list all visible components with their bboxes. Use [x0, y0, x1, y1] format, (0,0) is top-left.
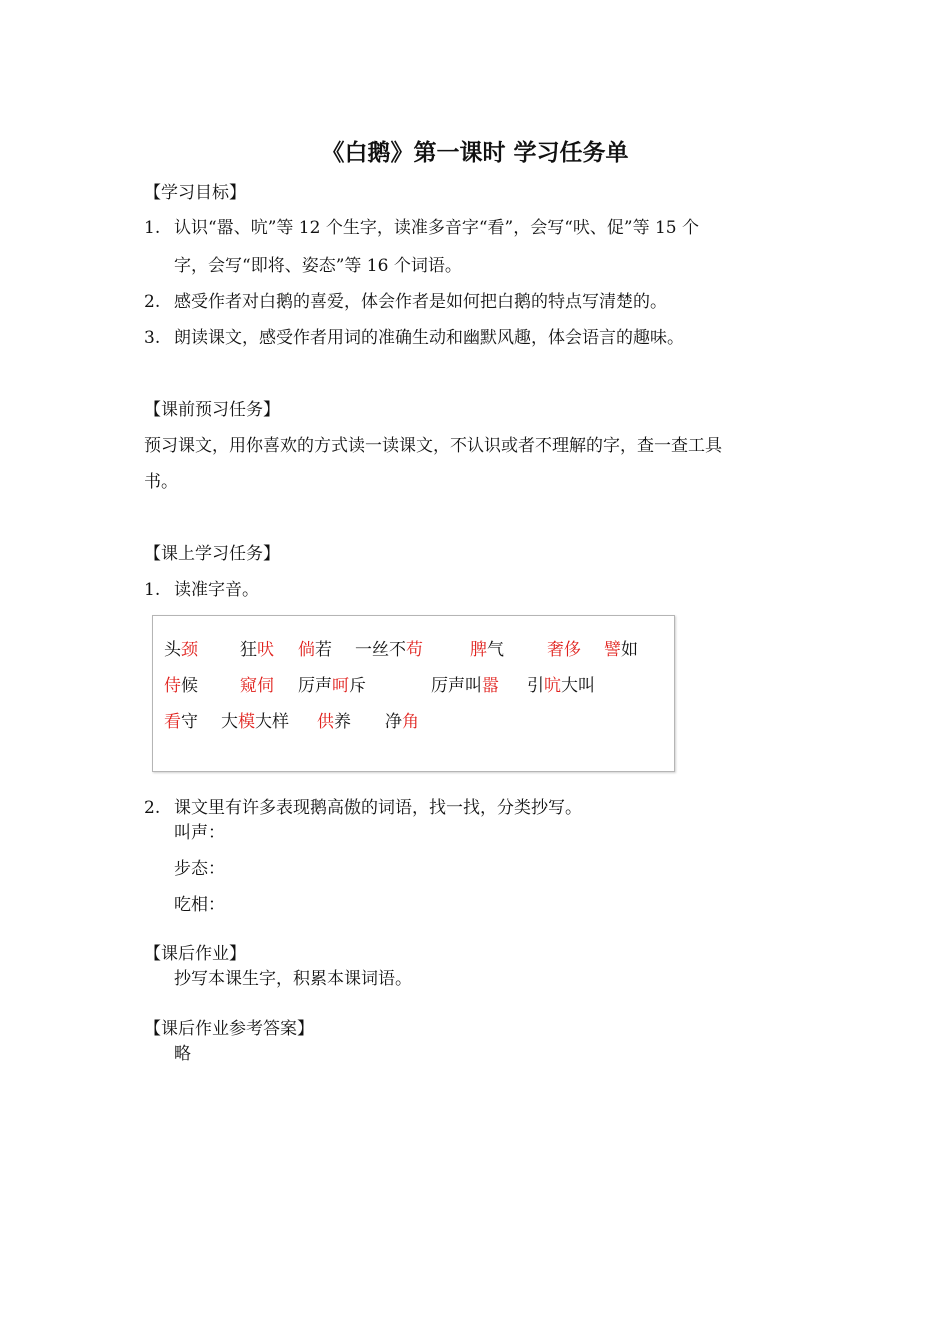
page-title: 《白鹅》第一课时 学习任务单	[321, 140, 629, 166]
objectives-heading: 【学习目标】	[144, 183, 246, 203]
objective-number: 1.	[144, 218, 161, 238]
answers-text: 略	[174, 1044, 191, 1064]
word-item: 窥伺	[240, 676, 274, 696]
preview-text: 预习课文，用你喜欢的方式读一读课文，不认识或者不理解的字，查一查工具	[144, 436, 722, 456]
word-item: 脾气	[470, 640, 504, 660]
word-item: 倘若	[298, 640, 332, 660]
category-sound: 叫声：	[174, 823, 225, 843]
objective-number: 2.	[144, 292, 161, 312]
objective-item-1-continued: 字，会写“即将、姿态”等 16 个词语。	[174, 256, 462, 276]
objective-text: 感受作者对白鹅的喜爱，体会作者是如何把白鹅的特点写清楚的。	[174, 292, 667, 312]
objective-text: 认识“嚣、吭”等 12 个生字，读准多音字“看”，会写“吠、促”等 15 个	[174, 218, 700, 238]
homework-heading: 【课后作业】	[144, 944, 246, 964]
task-2	[144, 793, 582, 818]
class-tasks-heading: 【课上学习任务】	[144, 544, 280, 564]
word-item: 厉声叫嚣	[431, 676, 499, 696]
answers-heading: 【课后作业参考答案】	[144, 1019, 314, 1039]
homework-text: 抄写本课生字，积累本课词语。	[174, 969, 412, 989]
word-item: 净角	[385, 712, 419, 732]
word-item: 看守	[164, 712, 198, 732]
word-item: 奢侈	[547, 640, 581, 660]
task-1	[144, 575, 259, 600]
task-label: 课文里有许多表现鹅高傲的词语，找一找，分类抄写。	[174, 798, 582, 818]
word-item: 一丝不苟	[355, 640, 423, 660]
objective-item-2	[144, 287, 667, 312]
word-item: 譬如	[604, 640, 638, 660]
word-item: 头颈	[164, 640, 198, 660]
word-item: 厉声呵斥	[298, 676, 366, 696]
task-number: 2.	[144, 798, 161, 818]
word-item: 侍候	[164, 676, 198, 696]
word-item: 大模大样	[221, 712, 289, 732]
objective-text: 朗读课文，感受作者用词的准确生动和幽默风趣，体会语言的趣味。	[174, 328, 684, 348]
objective-number: 3.	[144, 328, 161, 348]
word-item: 供养	[317, 712, 351, 732]
word-item: 狂吠	[240, 640, 274, 660]
category-gait: 步态：	[174, 859, 225, 879]
word-item: 引吭大叫	[527, 676, 595, 696]
preview-heading: 【课前预习任务】	[144, 400, 280, 420]
preview-text-continued: 书。	[144, 472, 178, 492]
objective-item-3	[144, 323, 684, 348]
category-eating: 吃相：	[174, 895, 225, 915]
objective-item-1	[144, 213, 699, 238]
task-number: 1.	[144, 580, 161, 600]
task-label: 读准字音。	[174, 580, 259, 600]
